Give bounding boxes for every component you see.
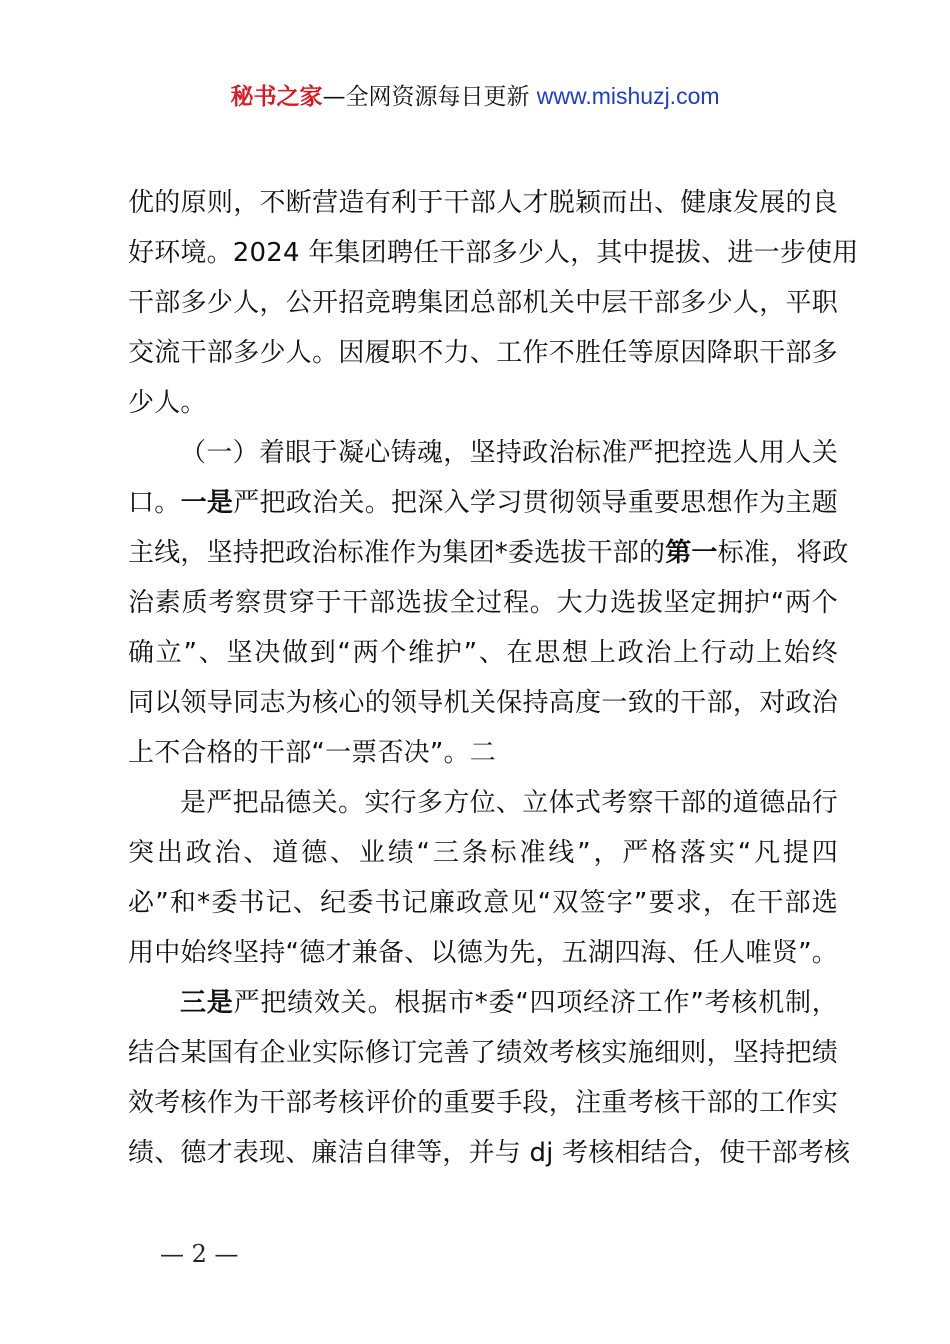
text-line: 交流干部多少人。因履职不力、工作不胜任等原因降职干部多 bbox=[128, 338, 838, 368]
text-segment: 主线，坚持把政治标准作为集团*委选拔干部的 bbox=[128, 538, 666, 568]
text-segment: 标准，将政 bbox=[717, 538, 849, 568]
section-heading-line: （一）着眼于凝心铸魂，坚持政治标准严把控选人用人关 bbox=[180, 438, 838, 468]
text-line: 绩、德才表现、廉洁自律等，并与 dj 考核相结合，使干部考核 bbox=[128, 1138, 851, 1168]
text-line: 干部多少人，公开招竞聘集团总部机关中层干部多少人，平职 bbox=[128, 288, 838, 318]
text-line: 优的原则，不断营造有利于干部人才脱颖而出、健康发展的良 bbox=[128, 188, 838, 218]
text-line: 必”和*委书记、纪委书记廉政意见“双签字”要求，在干部选 bbox=[128, 888, 838, 918]
text-line: 少人。 bbox=[128, 388, 207, 418]
text-line: 治素质考察贯穿于干部选拔全过程。大力选拔坚定拥护“两个 bbox=[128, 588, 838, 618]
site-header bbox=[0, 80, 950, 113]
bold-marker: 第一 bbox=[665, 538, 718, 568]
text-line: 是严把品德关。实行多方位、立体式考察干部的道德品行 bbox=[180, 788, 838, 818]
text-line: 突出政治、道德、业绩“三条标准线”，严格落实“凡提四 bbox=[128, 838, 838, 868]
text-line bbox=[128, 978, 838, 1028]
text-segment: 严把政治关。把深入学习贯彻领导重要思想作为主题 bbox=[233, 488, 839, 518]
text-line: 确立”、坚决做到“两个维护”、在思想上政治上行动上始终 bbox=[128, 638, 838, 668]
text-line: 结合某国有企业实际修订完善了绩效考核实施细则，坚持把绩 bbox=[128, 1038, 838, 1068]
text-line: 好环境。2024 年集团聘任干部多少人，其中提拔、进一步使用 bbox=[128, 238, 859, 268]
text-line: 上不合格的干部“一票否决”。二 bbox=[128, 738, 496, 768]
page-number: — 2 — bbox=[160, 1240, 239, 1268]
text-line: 用中始终坚持“德才兼备、以德为先，五湖四海、任人唯贤”。 bbox=[128, 938, 838, 968]
text-line: 同以领导同志为核心的领导机关保持高度一致的干部，对政治 bbox=[128, 688, 838, 718]
bold-marker: 三是 bbox=[180, 988, 234, 1018]
text-line bbox=[128, 528, 849, 578]
brand-name: 秘书之家 bbox=[230, 84, 323, 110]
text-segment: 口。 bbox=[128, 488, 181, 518]
header-slogan: —全网资源每日更新 bbox=[322, 84, 537, 110]
document-body bbox=[128, 178, 859, 1178]
text-line: 效考核作为干部考核评价的重要手段，注重考核干部的工作实 bbox=[128, 1088, 838, 1118]
site-url[interactable]: www.mishuzj.com bbox=[536, 83, 720, 109]
text-line bbox=[128, 478, 838, 528]
bold-marker: 一是 bbox=[180, 488, 234, 518]
text-segment: 严把绩效关。根据市*委“四项经济工作”考核机制， bbox=[233, 988, 838, 1018]
